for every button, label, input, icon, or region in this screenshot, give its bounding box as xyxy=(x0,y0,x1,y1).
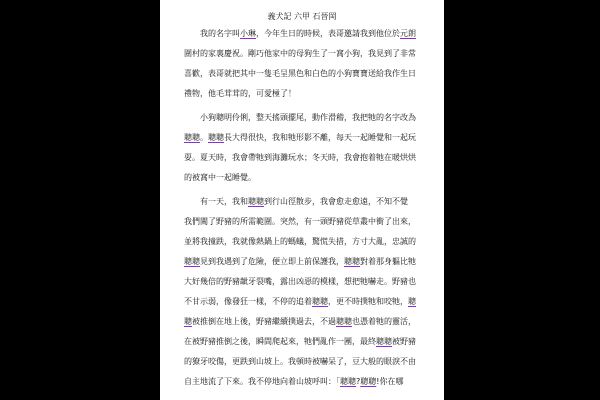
underlined-name: 聰 xyxy=(320,297,328,306)
text-line-14: 不甘示弱，像發狂一樣，不停的追着聰聰，更不時撲牠和咬牠，聰 xyxy=(184,297,416,306)
underlined-name: 小琳 xyxy=(240,29,256,38)
underlined-name: 聰聰 xyxy=(208,133,224,142)
text-line-10: 我們闖了野豬的所需範圍。突然，有一頭野豬從草叢中衝了出來， xyxy=(184,217,416,226)
text-line-1: 我的名字叫小琳，今年生日的時候，表哥邀請我到他位於元朗 xyxy=(200,29,416,38)
text-line-6: 聰聰。聰聰長大得很快，我和牠形影不離，每天一起睡覺和一起玩 xyxy=(184,133,416,142)
underlined-name: 聰 xyxy=(408,297,416,306)
underlined-name: 聰聰 xyxy=(184,257,200,266)
underlined-name: 聰聰 xyxy=(184,133,200,142)
text-line-7: 耍。夏天時，我會帶牠到海灘玩水；冬天時，我會抱着牠在暖烘烘 xyxy=(184,153,416,162)
text-line-9: 有一天，我和聰聰到行山徑散步，我會愈走愈遠，不知不覺 xyxy=(200,197,408,206)
text-line-12: 聰聰見到我遇到了危險，便立即上前保護我，聰聰對着那身軀比牠 xyxy=(184,257,416,266)
text-line-4: 禮物，他毛茸茸的，可愛極了！ xyxy=(184,89,296,98)
underlined-name: 聰聰 xyxy=(344,257,360,266)
text-line-18: 自主地流了下來。我不停地向着山坡呼叫：「聰聰?聰聰!你在哪 xyxy=(184,377,404,386)
text-line-2: 圍村的家裏慶祝。剛巧他家中的母狗生了一窩小狗，我見到了非常 xyxy=(184,49,416,58)
underlined-name: 聰 xyxy=(312,297,320,306)
text-line-5: 小狗聰明伶俐，整天搖頭擺尾，動作滑稽，我把牠的名字改為 xyxy=(200,113,416,122)
document-title: 義犬記 六甲 石晉岡 xyxy=(267,12,337,21)
text-line-3: 喜歡，表哥就把其中一隻毛呈黑色和白色的小狗寶寶送給我作生日 xyxy=(184,69,416,78)
underlined-name: 聰 xyxy=(344,317,352,326)
text-line-8: 的被窩中一起睡覺。 xyxy=(184,173,256,182)
text-line-16: 在被野豬推倒之後，瞬間爬起來，牠們亂作一團，最終聰聰被野豬 xyxy=(184,337,416,346)
underlined-name: 聰聰 xyxy=(340,377,356,386)
underlined-name: 聰 xyxy=(184,317,192,326)
underlined-name: 聰聰 xyxy=(376,337,392,346)
underlined-name: 聰 xyxy=(336,317,344,326)
underlined-name: 元朗 xyxy=(400,29,416,38)
underlined-name: 聰聰 xyxy=(248,197,264,206)
text-line-17: 的獠牙咬傷，更跌到山坡上。我頓時被嚇呆了，豆大般的眼淚不由 xyxy=(184,357,416,366)
text-line-11: 並將我撞跌，我就像熱鍋上的螞蟻，驚慌失措，方寸大亂，忠誠的 xyxy=(184,237,416,246)
underlined-name: 聰聰 xyxy=(360,377,377,386)
document-page xyxy=(160,0,444,400)
text-line-15: 聰被推倒在地上後，野豬繼續撲過去，不過聰聰也憑着牠的靈活， xyxy=(184,317,416,326)
text-line-13: 大好幾倍的野豬龇牙裂嘴，露出凶惡的模樣，想把牠嚇走。野豬也 xyxy=(184,277,416,286)
